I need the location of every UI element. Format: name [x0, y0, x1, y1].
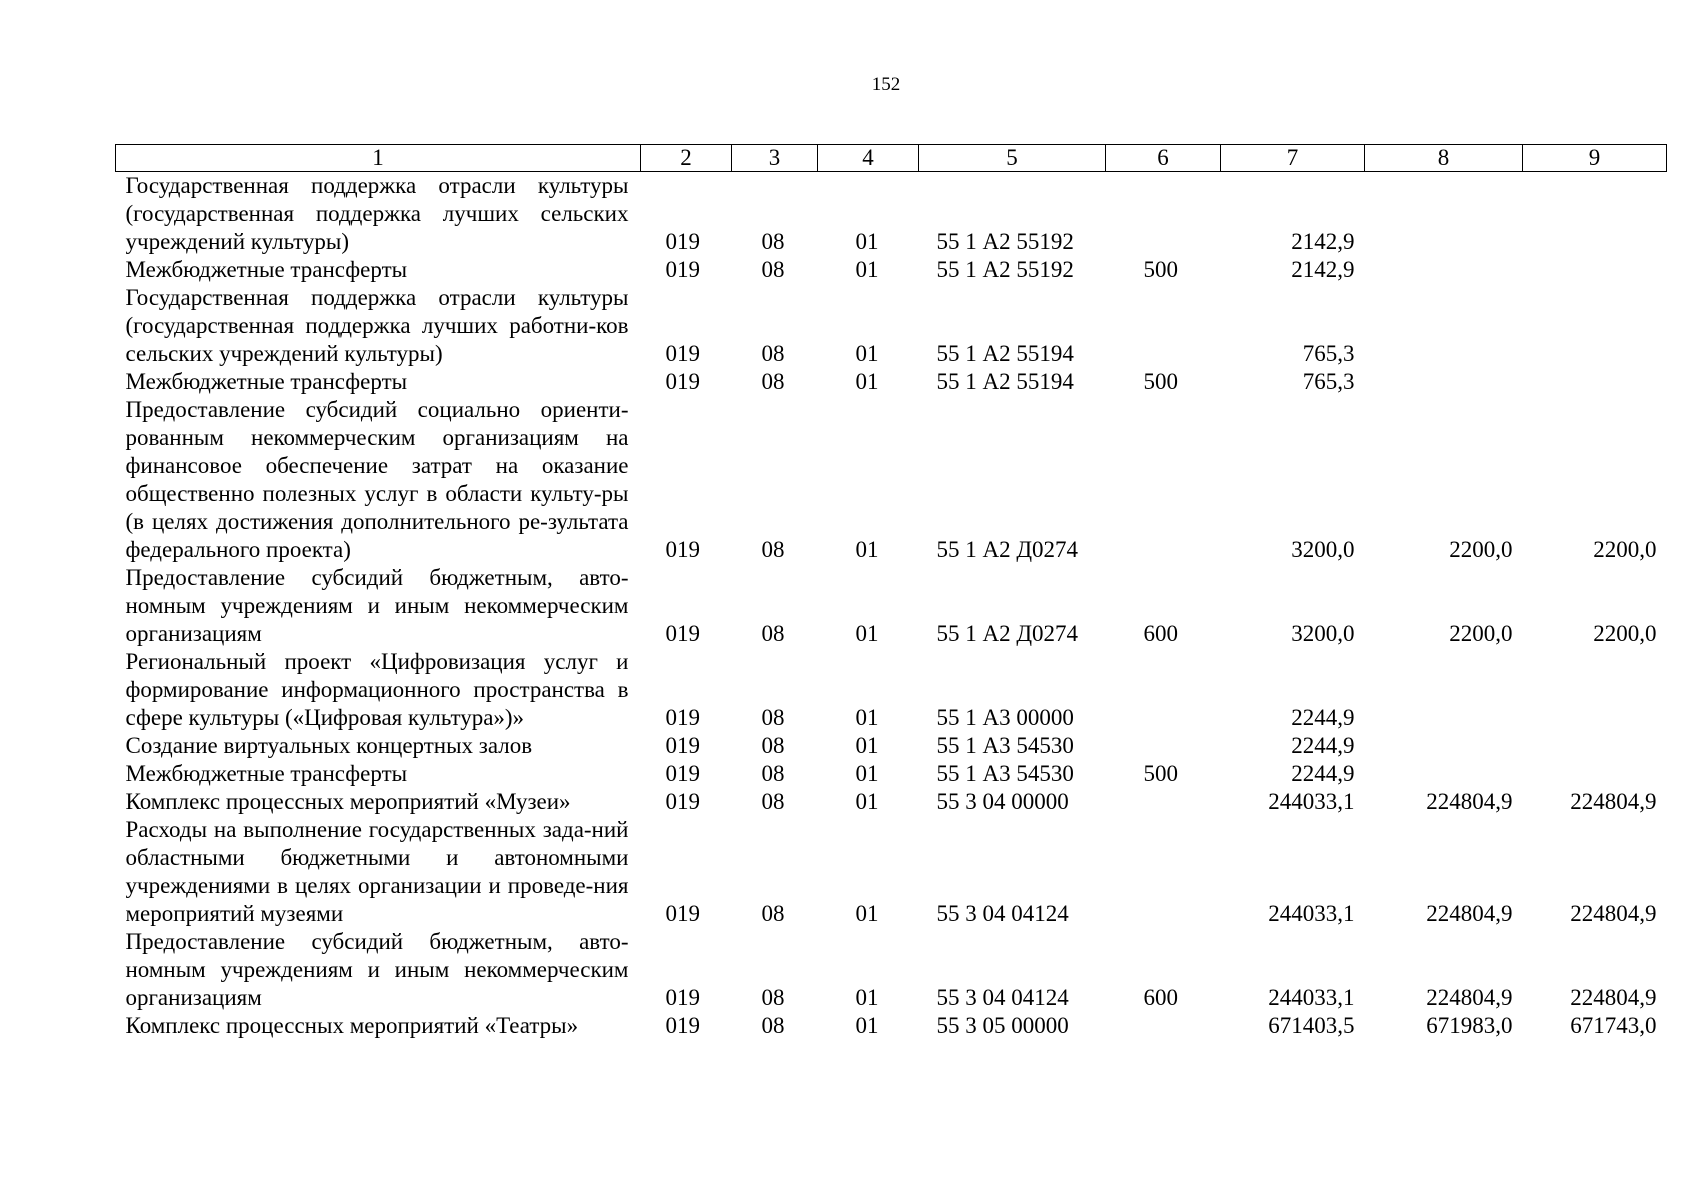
expense-type-code — [1106, 172, 1221, 257]
subsection-code: 01 — [855, 257, 879, 282]
expense-type-code — [1106, 732, 1221, 760]
ministry-code: 019 — [665, 537, 700, 562]
ministry-code: 019 — [665, 369, 700, 394]
table-row — [116, 928, 1667, 1012]
target-article-code: 55 3 05 00000 — [936, 1013, 1069, 1038]
column-header: 3 — [732, 145, 818, 172]
amount-col8 — [1365, 172, 1523, 257]
amount-col8 — [1365, 284, 1523, 368]
amount-col7: 2142,9 — [1291, 229, 1355, 254]
column-header: 6 — [1106, 145, 1221, 172]
subsection-code: 01 — [855, 341, 879, 366]
amount-col8 — [1365, 256, 1523, 284]
amount-col7: 244033,1 — [1268, 901, 1355, 926]
amount-col9: 2200,0 — [1593, 621, 1657, 646]
amount-col7: 3200,0 — [1291, 621, 1355, 646]
expense-type-code: 600 — [1143, 985, 1178, 1010]
amount-col9 — [1523, 732, 1667, 760]
table-row — [116, 256, 1667, 284]
row-description: Государственная поддержка отрасли культуры (государственная поддержка лучших работни-ков сельских учреждений культуры) — [125, 285, 629, 366]
column-header: 8 — [1365, 145, 1523, 172]
amount-col7: 244033,1 — [1268, 985, 1355, 1010]
expense-type-code — [1106, 284, 1221, 368]
subsection-code: 01 — [855, 229, 879, 254]
amount-col7: 765,3 — [1302, 369, 1355, 394]
amount-col7: 3200,0 — [1291, 537, 1355, 562]
row-description: Межбюджетные трансферты — [125, 369, 408, 394]
row-description: Создание виртуальных концертных залов — [125, 733, 533, 758]
expense-type-code — [1106, 816, 1221, 928]
page-number: 152 — [871, 74, 901, 95]
target-article-code: 55 1 А2 55194 — [936, 341, 1074, 366]
amount-col8 — [1365, 648, 1523, 732]
table-row — [116, 732, 1667, 760]
subsection-code: 01 — [855, 733, 879, 758]
amount-col8: 2200,0 — [1449, 537, 1513, 562]
column-header: 1 — [116, 145, 641, 172]
table-row — [116, 368, 1667, 396]
ministry-code: 019 — [665, 257, 700, 282]
amount-col8: 671983,0 — [1426, 1013, 1513, 1038]
target-article-code: 55 1 А2 Д0274 — [936, 537, 1079, 562]
amount-col9: 671743,0 — [1570, 1013, 1657, 1038]
section-code: 08 — [761, 621, 785, 646]
amount-col8: 2200,0 — [1449, 621, 1513, 646]
expense-type-code: 600 — [1143, 621, 1178, 646]
amount-col7: 765,3 — [1302, 341, 1355, 366]
column-header: 5 — [919, 145, 1106, 172]
section-code: 08 — [761, 341, 785, 366]
table-row — [116, 172, 1667, 257]
target-article-code: 55 1 А2 Д0274 — [936, 621, 1079, 646]
amount-col7: 2244,9 — [1291, 761, 1355, 786]
table-row — [116, 788, 1667, 816]
row-description: Межбюджетные трансферты — [125, 257, 408, 282]
amount-col7: 244033,1 — [1268, 789, 1355, 814]
amount-col9: 224804,9 — [1570, 789, 1657, 814]
row-description: Предоставление субсидий бюджетным, авто-номным учреждениям и иным некоммерческим организациям — [125, 929, 629, 1010]
row-description: Расходы на выполнение государственных зада-ний областными бюджетными и автономными учреждениями в целях организации и проведе-ния мероприятий музеями — [125, 817, 629, 926]
section-code: 08 — [761, 369, 785, 394]
amount-col7: 671403,5 — [1268, 1013, 1355, 1038]
expense-type-code: 500 — [1143, 369, 1178, 394]
ministry-code: 019 — [665, 985, 700, 1010]
header-row — [116, 145, 1667, 172]
ministry-code: 019 — [665, 1013, 700, 1038]
row-description: Межбюджетные трансферты — [125, 761, 408, 786]
ministry-code: 019 — [665, 229, 700, 254]
column-header: 2 — [641, 145, 732, 172]
column-header: 7 — [1221, 145, 1365, 172]
target-article-code: 55 1 А2 55192 — [936, 257, 1074, 282]
section-code: 08 — [761, 761, 785, 786]
amount-col9: 2200,0 — [1593, 537, 1657, 562]
table-row — [116, 1012, 1667, 1040]
amount-col7: 2142,9 — [1291, 257, 1355, 282]
amount-col9 — [1523, 284, 1667, 368]
amount-col8: 224804,9 — [1426, 789, 1513, 814]
table-body — [116, 172, 1667, 1041]
expense-type-code: 500 — [1143, 257, 1178, 282]
row-description: Региональный проект «Цифровизация услуг и формирование информационного пространства в сфере культуры («Цифровая культура»)» — [125, 649, 629, 730]
subsection-code: 01 — [855, 369, 879, 394]
amount-col9 — [1523, 648, 1667, 732]
subsection-code: 01 — [855, 621, 879, 646]
table-row — [116, 760, 1667, 788]
section-code: 08 — [761, 901, 785, 926]
section-code: 08 — [761, 705, 785, 730]
section-code: 08 — [761, 733, 785, 758]
section-code: 08 — [761, 1013, 785, 1038]
amount-col7: 2244,9 — [1291, 733, 1355, 758]
target-article-code: 55 3 04 04124 — [936, 901, 1069, 926]
target-article-code: 55 3 04 00000 — [936, 789, 1069, 814]
row-description: Предоставление субсидий бюджетным, авто-номным учреждениям и иным некоммерческим организациям — [125, 565, 629, 646]
amount-col9: 224804,9 — [1570, 901, 1657, 926]
amount-col7: 2244,9 — [1291, 705, 1355, 730]
row-description: Государственная поддержка отрасли культуры (государственная поддержка лучших сельских учреждений культуры) — [125, 173, 629, 254]
table-row — [116, 648, 1667, 732]
budget-table — [115, 144, 1667, 1040]
ministry-code: 019 — [665, 341, 700, 366]
target-article-code: 55 1 А2 55194 — [936, 369, 1074, 394]
amount-col8: 224804,9 — [1426, 985, 1513, 1010]
subsection-code: 01 — [855, 537, 879, 562]
amount-col9 — [1523, 760, 1667, 788]
subsection-code: 01 — [855, 705, 879, 730]
section-code: 08 — [761, 985, 785, 1010]
subsection-code: 01 — [855, 789, 879, 814]
amount-col8 — [1365, 732, 1523, 760]
subsection-code: 01 — [855, 761, 879, 786]
amount-col8: 224804,9 — [1426, 901, 1513, 926]
table-row — [116, 396, 1667, 564]
amount-col9 — [1523, 172, 1667, 257]
table-row — [116, 816, 1667, 928]
amount-col9 — [1523, 256, 1667, 284]
row-description: Комплекс процессных мероприятий «Музеи» — [125, 789, 571, 814]
amount-col9: 224804,9 — [1570, 985, 1657, 1010]
subsection-code: 01 — [855, 901, 879, 926]
target-article-code: 55 1 А3 54530 — [936, 733, 1074, 758]
column-header: 4 — [818, 145, 919, 172]
ministry-code: 019 — [665, 621, 700, 646]
expense-type-code — [1106, 648, 1221, 732]
ministry-code: 019 — [665, 705, 700, 730]
amount-col8 — [1365, 368, 1523, 396]
expense-type-code: 500 — [1143, 761, 1178, 786]
expense-type-code — [1106, 788, 1221, 816]
target-article-code: 55 1 А2 55192 — [936, 229, 1074, 254]
table-row — [116, 564, 1667, 648]
expense-type-code — [1106, 396, 1221, 564]
section-code: 08 — [761, 789, 785, 814]
subsection-code: 01 — [855, 985, 879, 1010]
target-article-code: 55 3 04 04124 — [936, 985, 1069, 1010]
target-article-code: 55 1 А3 00000 — [936, 705, 1074, 730]
column-header: 9 — [1523, 145, 1667, 172]
table-row — [116, 284, 1667, 368]
ministry-code: 019 — [665, 901, 700, 926]
amount-col9 — [1523, 368, 1667, 396]
row-description: Предоставление субсидий социально ориенти-рованным некоммерческим организациям на финансовое обеспечение затрат на оказание общественно полезных услуг в области культу-ры (в целях достижения дополнительного ре-зультата федерального проекта) — [125, 397, 629, 562]
amount-col8 — [1365, 760, 1523, 788]
expense-type-code — [1106, 1012, 1221, 1040]
ministry-code: 019 — [665, 733, 700, 758]
section-code: 08 — [761, 257, 785, 282]
section-code: 08 — [761, 229, 785, 254]
subsection-code: 01 — [855, 1013, 879, 1038]
row-description: Комплекс процессных мероприятий «Театры» — [125, 1013, 579, 1038]
ministry-code: 019 — [665, 761, 700, 786]
target-article-code: 55 1 А3 54530 — [936, 761, 1074, 786]
section-code: 08 — [761, 537, 785, 562]
ministry-code: 019 — [665, 789, 700, 814]
